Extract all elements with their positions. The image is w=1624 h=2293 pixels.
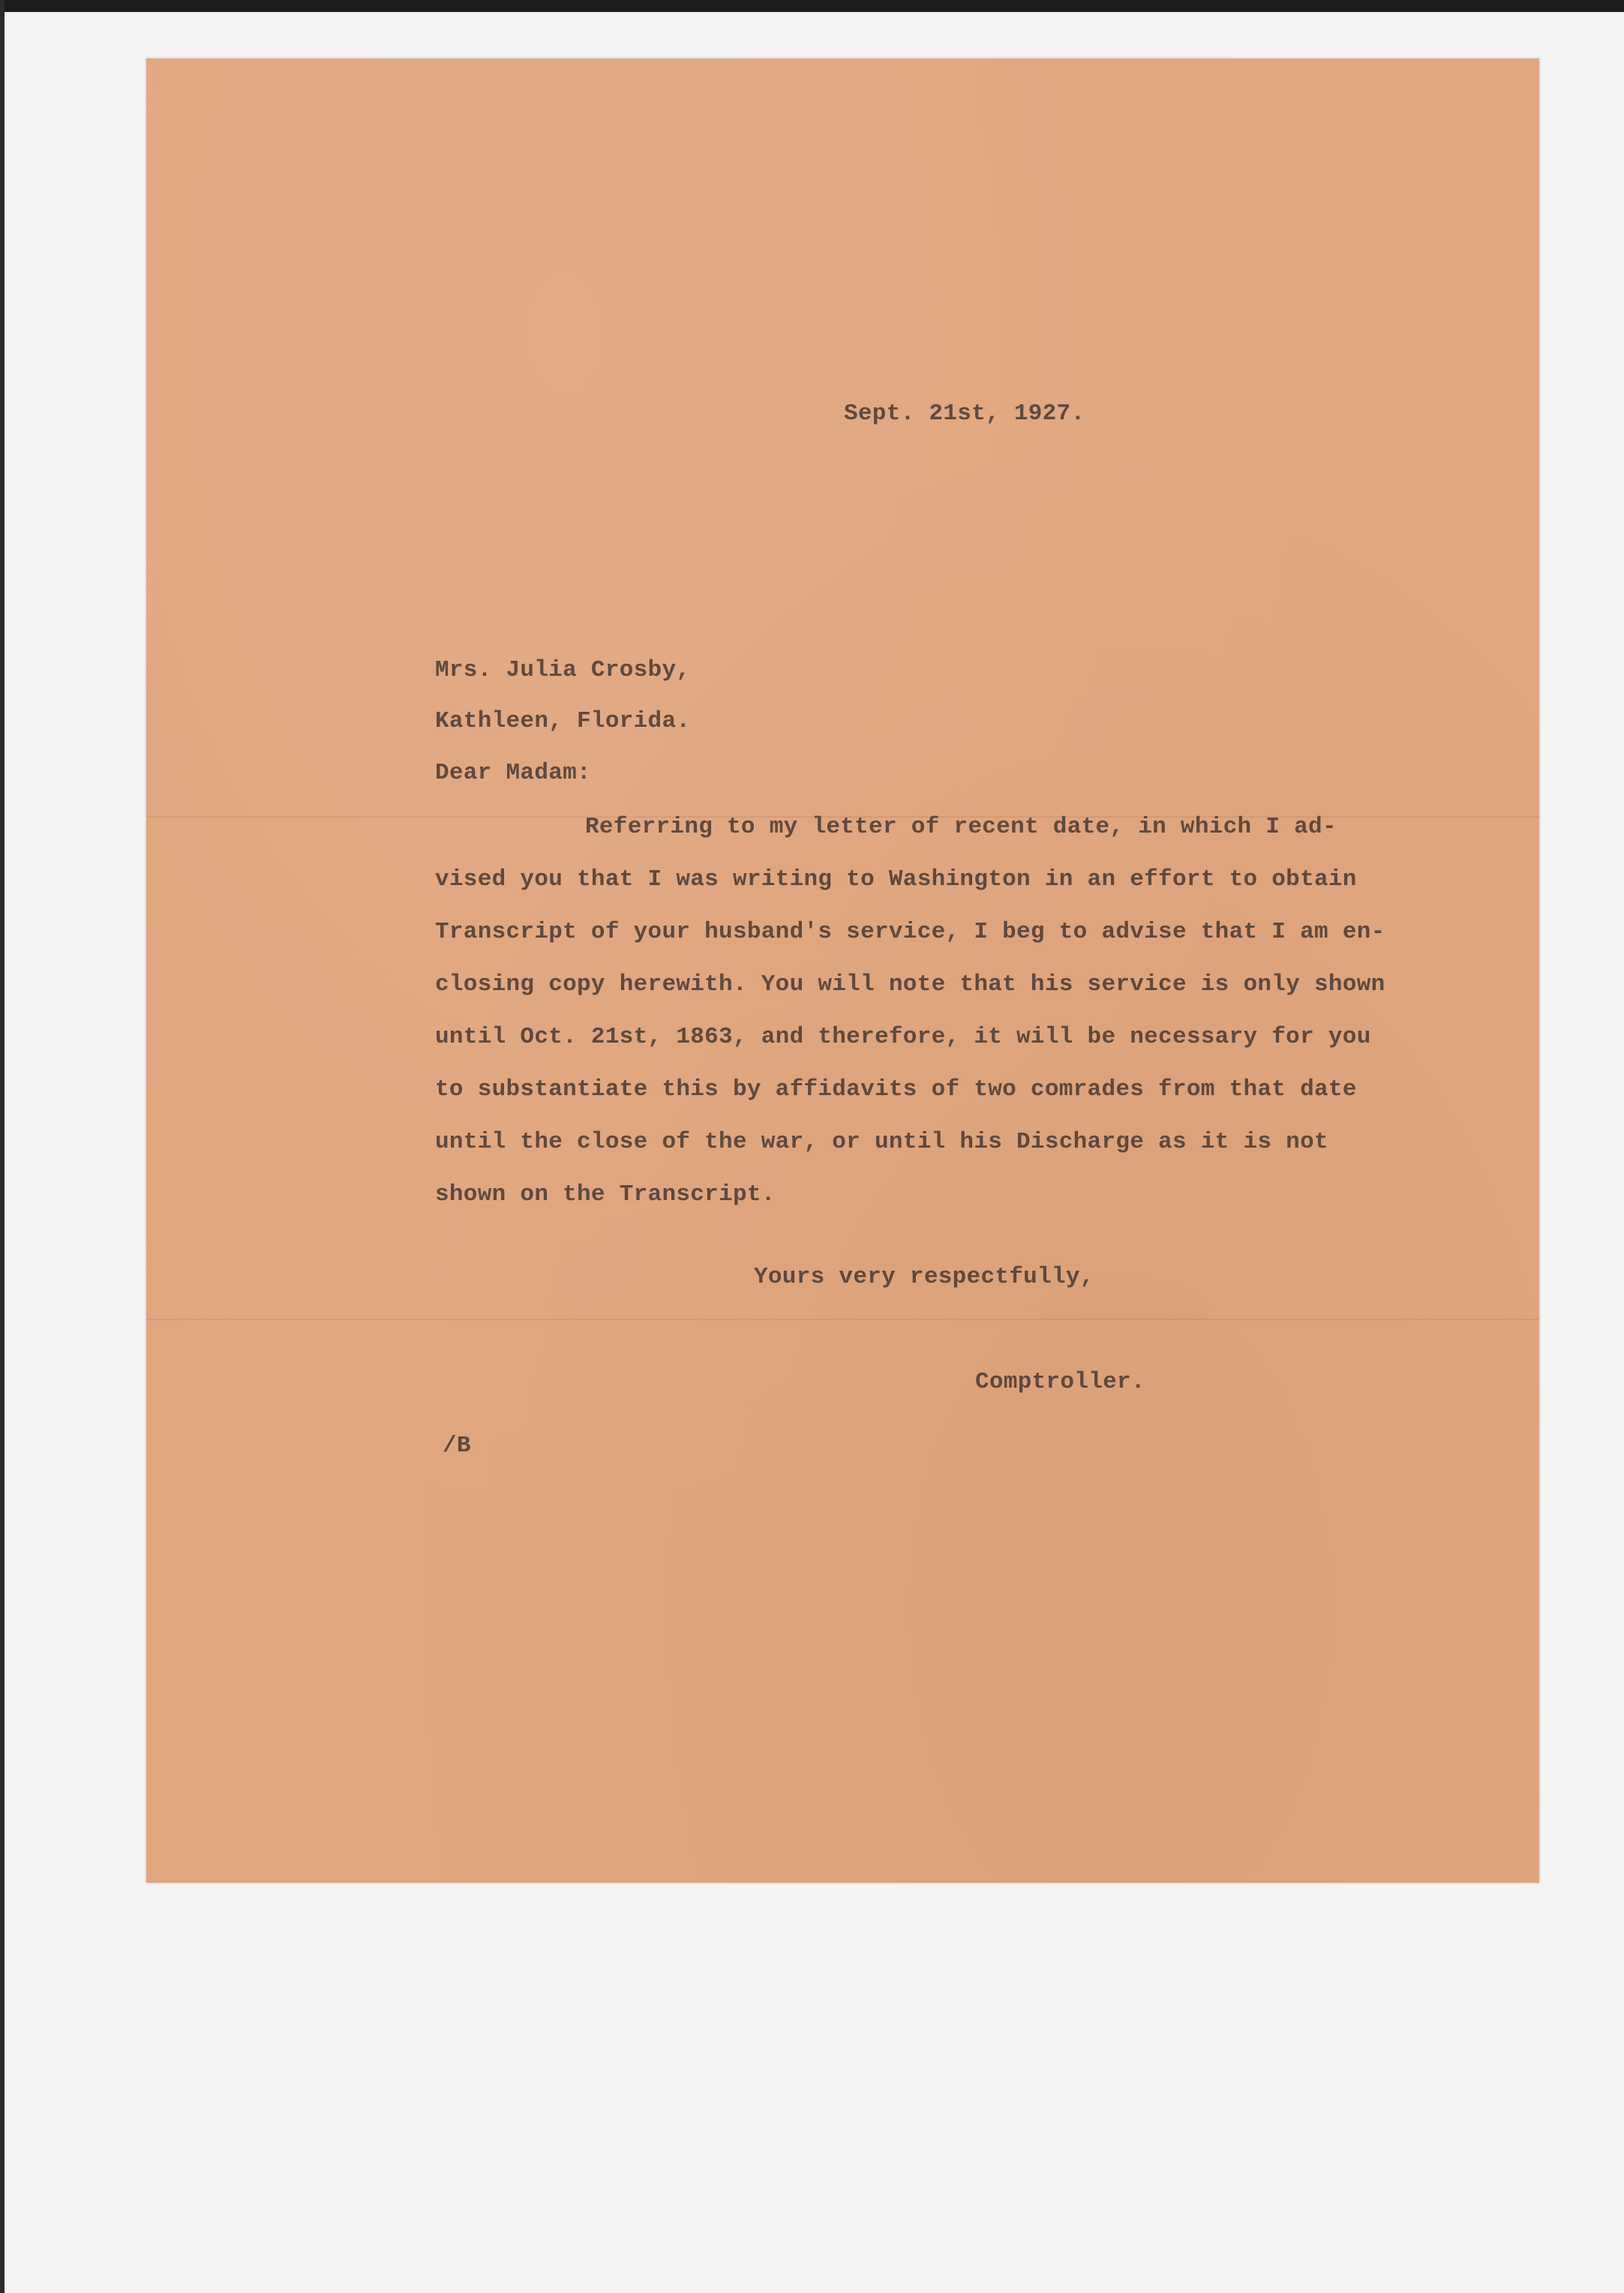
fold-crease-bottom bbox=[146, 1319, 1539, 1320]
scanner-top-edge bbox=[0, 0, 1624, 12]
body-line: until the close of the war, or until his Discharge as it is not bbox=[435, 1129, 1328, 1155]
body-line: Referring to my letter of recent date, in which I ad- bbox=[585, 814, 1337, 840]
signature-title: Comptroller. bbox=[975, 1369, 1145, 1395]
body-line: Transcript of your husband's service, I beg to advise that I am en- bbox=[435, 919, 1385, 945]
body-line: vised you that I was writing to Washington in an effort to obtain bbox=[435, 866, 1357, 893]
body-line: until Oct. 21st, 1863, and therefore, it will be necessary for you bbox=[435, 1024, 1371, 1050]
letter-date: Sept. 21st, 1927. bbox=[844, 401, 1085, 427]
body-line: to substantiate this by affidavits of two comrades from that date bbox=[435, 1076, 1357, 1103]
recipient-name: Mrs. Julia Crosby, bbox=[435, 657, 691, 683]
recipient-address: Kathleen, Florida. bbox=[435, 708, 691, 734]
typist-initials: /B bbox=[443, 1433, 471, 1459]
closing: Yours very respectfully, bbox=[754, 1264, 1094, 1290]
body-line: shown on the Transcript. bbox=[435, 1181, 776, 1208]
body-line: closing copy herewith. You will note that his service is only shown bbox=[435, 971, 1385, 998]
salutation: Dear Madam: bbox=[435, 760, 591, 786]
letter-page bbox=[146, 59, 1539, 1883]
scanner-left-edge bbox=[0, 0, 5, 2293]
